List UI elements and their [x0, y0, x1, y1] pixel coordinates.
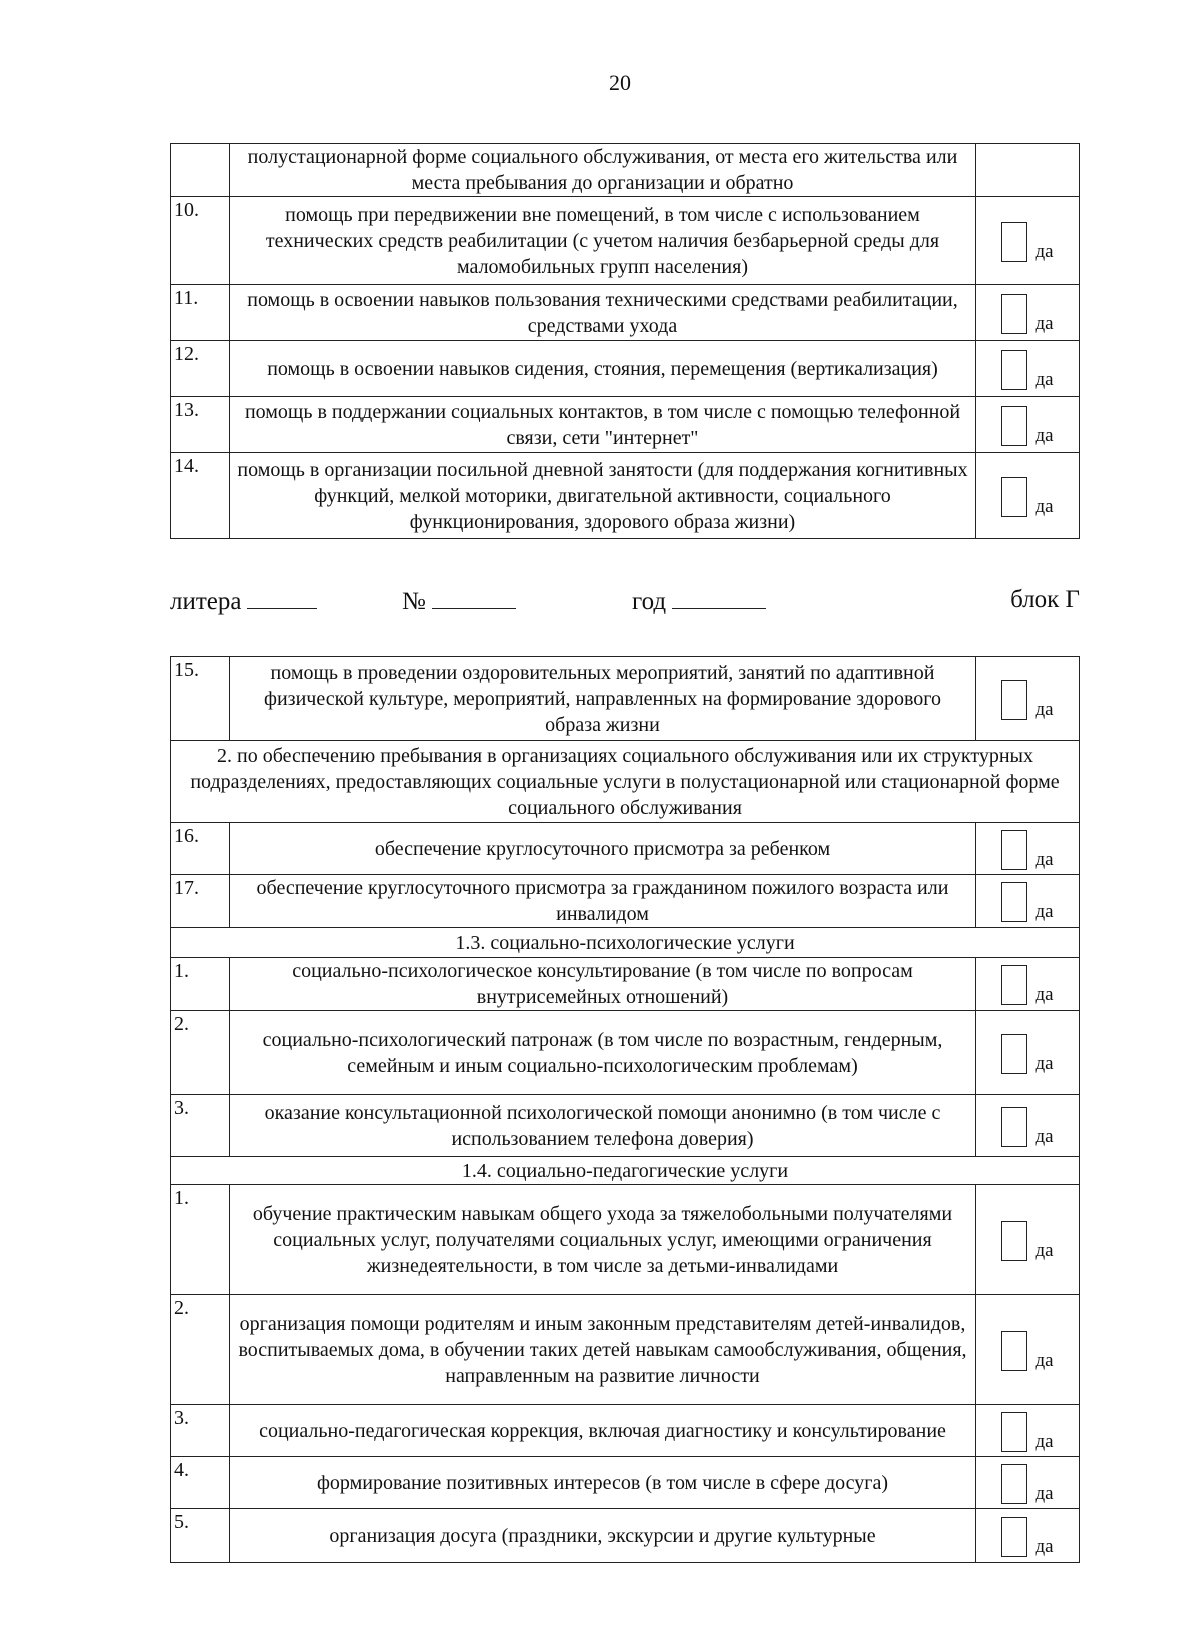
section-header-row	[171, 1157, 1080, 1185]
number-blank[interactable]	[432, 586, 516, 609]
service-description: организация помощи родителям и иным законным представителям детей-инвалидов, воспитываемых дома, в обучении таких детей навыкам самообслуживания, общения, направленным на развитие личности	[230, 1295, 976, 1405]
service-description: помощь в освоении навыков сидения, стояния, перемещения (вертикализация)	[230, 341, 976, 397]
service-description: помощь в проведении оздоровительных мероприятий, занятий по адаптивной физической культуре, мероприятий, направленных на формирование здорового образа жизни	[230, 657, 976, 741]
checkbox[interactable]	[1001, 1107, 1027, 1147]
year-label: год	[632, 588, 667, 615]
table-row	[171, 1185, 1080, 1295]
service-description: организация досуга (праздники, экскурсии и другие культурные	[230, 1509, 976, 1563]
checkbox-cell	[976, 397, 1080, 453]
checkbox[interactable]	[1001, 1412, 1027, 1452]
checkbox-group[interactable]	[976, 678, 1079, 720]
checkbox[interactable]	[1001, 680, 1027, 720]
service-description: помощь в освоении навыков пользования техническими средствами реабилитации, средствами ухода	[230, 285, 976, 341]
table-row	[171, 1295, 1080, 1405]
section-title: 2. по обеспечению пребывания в организациях социального обслуживания или их структурных подразделениях, предоставляющих социальные услуги в полустационарной или стационарной форме социального обслуживания	[171, 741, 1080, 823]
year-blank[interactable]	[672, 586, 766, 609]
service-description: социально-психологический патронаж (в том числе по возрастным, гендерным, семейным и иным социально-психологическим проблемам)	[230, 1011, 976, 1095]
checkbox[interactable]	[1001, 294, 1027, 334]
checkbox-group[interactable]	[976, 404, 1079, 446]
table-row	[171, 958, 1080, 1011]
checkbox-label: да	[1035, 1430, 1054, 1452]
table-row	[171, 657, 1080, 741]
row-number: 2.	[171, 1011, 230, 1095]
row-number: 17.	[171, 875, 230, 928]
row-number: 1.	[171, 1185, 230, 1295]
table-row	[171, 1405, 1080, 1457]
section-title: 1.3. социально-психологические услуги	[171, 928, 1080, 958]
checkbox-label: да	[1035, 1349, 1054, 1371]
table-row	[171, 397, 1080, 453]
checkbox-label: да	[1035, 312, 1054, 334]
section-header-row	[171, 741, 1080, 823]
year-field[interactable]	[632, 586, 766, 616]
checkbox[interactable]	[1001, 965, 1027, 1005]
table-row	[171, 285, 1080, 341]
checkbox-label: да	[1035, 848, 1054, 870]
table-row	[171, 875, 1080, 928]
row-number: 10.	[171, 197, 230, 285]
checkbox-group[interactable]	[976, 348, 1079, 390]
checkbox-cell	[976, 1509, 1080, 1563]
row-number: 13.	[171, 397, 230, 453]
table-row	[171, 197, 1080, 285]
row-number: 2.	[171, 1295, 230, 1405]
row-number: 1.	[171, 958, 230, 1011]
table-row	[171, 341, 1080, 397]
service-description: оказание консультационной психологической помощи анонимно (в том числе с использованием телефона доверия)	[230, 1095, 976, 1157]
checkbox[interactable]	[1001, 1464, 1027, 1504]
checkbox-label: да	[1035, 1125, 1054, 1147]
checkbox-label: да	[1035, 698, 1054, 720]
checkbox-group[interactable]	[976, 1032, 1079, 1074]
checkbox-cell	[976, 958, 1080, 1011]
row-number	[171, 144, 230, 197]
checkbox-group[interactable]	[976, 1329, 1079, 1371]
litera-label: литера	[170, 588, 242, 615]
checkbox-cell	[976, 823, 1080, 875]
checkbox[interactable]	[1001, 830, 1027, 870]
service-description: помощь в организации посильной дневной занятости (для поддержания когнитивных функций, мелкой моторики, двигательной активности, социального функционирования, здорового образа жизни)	[230, 453, 976, 539]
number-field[interactable]	[402, 586, 516, 616]
row-number: 3.	[171, 1095, 230, 1157]
service-description: полустационарной форме социального обслуживания, от места его жительства или места пребывания до организации и обратно	[230, 144, 976, 197]
litera-field[interactable]	[170, 586, 317, 616]
table-row	[171, 144, 1080, 197]
row-number: 12.	[171, 341, 230, 397]
service-description: социально-психологическое консультирование (в том числе по вопросам внутрисемейных отношений)	[230, 958, 976, 1011]
service-description: обеспечение круглосуточного присмотра за гражданином пожилого возраста или инвалидом	[230, 875, 976, 928]
service-description: социально-педагогическая коррекция, включая диагностику и консультирование	[230, 1405, 976, 1457]
checkbox-label: да	[1035, 240, 1054, 262]
table-row	[171, 1011, 1080, 1095]
checkbox-label: да	[1035, 1239, 1054, 1261]
checkbox-group[interactable]	[976, 292, 1079, 334]
checkbox[interactable]	[1001, 350, 1027, 390]
row-number: 4.	[171, 1457, 230, 1509]
checkbox[interactable]	[1001, 1331, 1027, 1371]
table-row	[171, 1509, 1080, 1563]
checkbox-group[interactable]	[976, 1105, 1079, 1147]
table-row	[171, 1095, 1080, 1157]
service-description: помощь при передвижении вне помещений, в том числе с использованием технических средств реабилитации (с учетом наличия безбарьерной среды для маломобильных групп населения)	[230, 197, 976, 285]
litera-blank[interactable]	[247, 586, 317, 609]
checkbox-cell	[976, 197, 1080, 285]
checkbox-cell	[976, 341, 1080, 397]
checkbox-cell	[976, 1185, 1080, 1295]
page-number: 20	[609, 70, 631, 95]
service-description: обучение практическим навыкам общего ухода за тяжелобольными получателями социальных услуг, получателями социальных услуг, имеющими ограничения жизнедеятельности, в том числе за детьми-инвалидами	[230, 1185, 976, 1295]
checkbox-group[interactable]	[976, 1462, 1079, 1504]
row-number: 5.	[171, 1509, 230, 1563]
service-description: формирование позитивных интересов (в том числе в сфере досуга)	[230, 1457, 976, 1509]
checkbox-label: да	[1035, 901, 1054, 922]
checkbox[interactable]	[1001, 406, 1027, 446]
checkbox[interactable]	[1001, 1517, 1027, 1557]
row-number: 15.	[171, 657, 230, 741]
checkbox-cell	[976, 453, 1080, 539]
row-number: 16.	[171, 823, 230, 875]
checkbox-label: да	[1035, 495, 1054, 517]
checkbox-label: да	[1035, 1052, 1054, 1074]
service-description: обеспечение круглосуточного присмотра за ребенком	[230, 823, 976, 875]
checkbox-cell	[976, 1011, 1080, 1095]
table-row	[171, 1457, 1080, 1509]
checkbox-group[interactable]	[976, 1515, 1079, 1557]
checkbox-label: да	[1035, 424, 1054, 446]
checkbox-cell	[976, 1457, 1080, 1509]
table-row	[171, 823, 1080, 875]
checkbox[interactable]	[1001, 882, 1027, 922]
services-table-top	[170, 143, 1080, 539]
row-number: 3.	[171, 1405, 230, 1457]
empty-cell	[976, 144, 1080, 197]
checkbox-group[interactable]	[976, 828, 1079, 870]
checkbox-cell	[976, 1405, 1080, 1457]
checkbox-cell	[976, 657, 1080, 741]
checkbox-group[interactable]	[976, 220, 1079, 262]
document-meta-row	[170, 586, 1080, 620]
checkbox-cell	[976, 1295, 1080, 1405]
checkbox-label: да	[1035, 984, 1054, 1005]
checkbox-cell	[976, 875, 1080, 928]
checkbox-label: да	[1035, 1482, 1054, 1504]
checkbox-group[interactable]	[976, 1410, 1079, 1452]
checkbox-group[interactable]	[976, 880, 1079, 922]
checkbox-group[interactable]	[976, 1219, 1079, 1261]
checkbox-group[interactable]	[976, 963, 1079, 1005]
services-table-bottom	[170, 656, 1080, 1563]
checkbox[interactable]	[1001, 1221, 1027, 1261]
checkbox[interactable]	[1001, 1034, 1027, 1074]
checkbox-cell	[976, 1095, 1080, 1157]
checkbox[interactable]	[1001, 477, 1027, 517]
checkbox-cell	[976, 285, 1080, 341]
checkbox[interactable]	[1001, 222, 1027, 262]
section-header-row	[171, 928, 1080, 958]
checkbox-label: да	[1035, 368, 1054, 390]
section-title: 1.4. социально-педагогические услуги	[171, 1157, 1080, 1185]
table-row	[171, 453, 1080, 539]
checkbox-label: да	[1035, 1535, 1054, 1557]
row-number: 11.	[171, 285, 230, 341]
checkbox-group[interactable]	[976, 475, 1079, 517]
service-description: помощь в поддержании социальных контактов, в том числе с помощью телефонной связи, сети "интернет"	[230, 397, 976, 453]
number-label: №	[402, 588, 426, 615]
row-number: 14.	[171, 453, 230, 539]
block-label: блок Г	[1010, 586, 1080, 613]
